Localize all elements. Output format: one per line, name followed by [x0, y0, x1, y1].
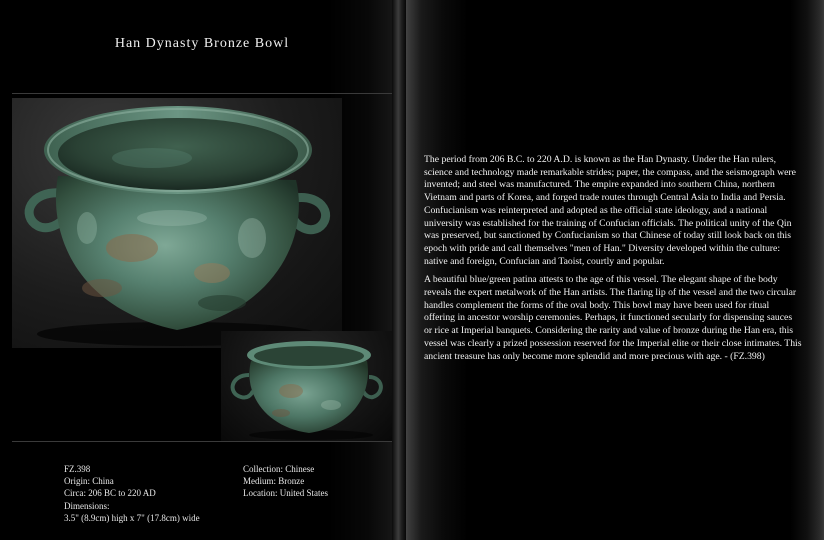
item-location: Location: United States	[243, 488, 328, 499]
description-text	[424, 154, 802, 369]
main-bowl-photo	[12, 98, 342, 348]
divider-bottom	[12, 441, 392, 442]
item-details-right	[243, 463, 393, 500]
description-paragraph-history: The period from 206 B.C. to 220 A.D. is known as the Han Dynasty. Under the Han rulers, science and technology made remarkable strides; paper, the compass, and the seismograph were invented; and steel was manufactured. The empire expanded into southern China, northern Vietnam and parts of Korea, and forged trade routes through Central Asia to India and Persia. Confucianism was reinterpreted and adopted as the official state ideology, and a national university was established for the training of Confucian officials. The political unity of the Qin was preserved, but sanctioned by Confucianism so that Chinese of today still look back on this epoch with pride and call themselves "men of Han." Diversity developed within the culture: native and foreign, Confucian and Taoist, courtly and popular.	[424, 154, 796, 267]
item-origin: Origin: China	[64, 476, 114, 487]
item-circa: Circa: 206 BC to 220 AD	[64, 488, 156, 499]
book-spine	[392, 0, 406, 540]
item-id: FZ.398	[64, 464, 91, 474]
item-details-left	[64, 463, 234, 524]
item-medium: Medium: Bronze	[243, 476, 305, 487]
page-title: Han Dynasty Bronze Bowl	[114, 36, 290, 51]
item-collection: Collection: Chinese	[243, 464, 315, 474]
detail-bowl-photo	[221, 331, 392, 441]
item-dimensions-value: 3.5" (8.9cm) high x 7" (17.8cm) wide	[64, 512, 200, 523]
divider-top	[12, 93, 392, 94]
item-dimensions-label: Dimensions:	[64, 500, 110, 511]
bowl-image	[12, 98, 342, 348]
bowl-side-image	[221, 331, 392, 441]
description-paragraph-vessel: A beautiful blue/green patina attests to the age of this vessel. The elegant shape of the body reveals the expert metalwork of the Han artists. The flaring lip of the vessel and the two circular handles complement the forms of the oval body. This bowl may have been used for ritual offering in ancestor worship ceremonies. Perhaps, it functioned secularly for dispensing sauces or rice at Imperial banquets. Considering the rarity and value of bronze during the Han era, this vessel was clearly a prized possession reserved for the Imperial elite or their close intimates. This ancient treasure has only become more splendid and more precious with age. - (FZ.398)	[424, 274, 802, 362]
